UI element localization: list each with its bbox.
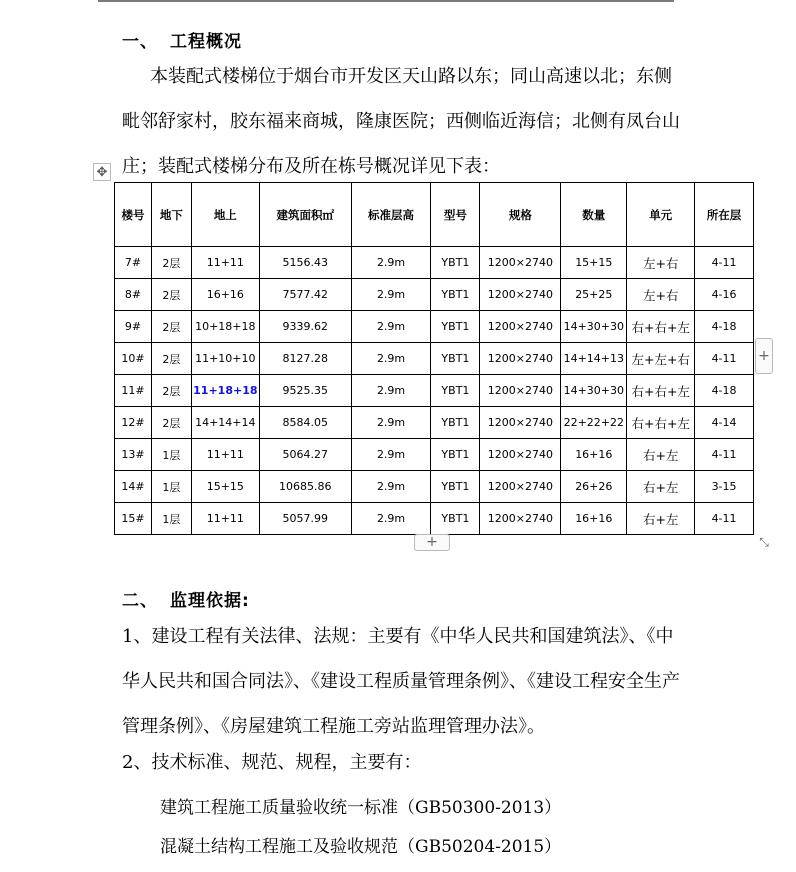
section2-title: 监理依据:: [170, 591, 250, 611]
cell-quantity[interactable]: 25+25: [561, 279, 627, 311]
table-row: [115, 247, 754, 279]
cell-model[interactable]: YBT1: [431, 375, 480, 407]
standard-item[interactable]: 建筑工程施工质量验收统一标准（GB50300-2013）: [160, 798, 562, 818]
cell-floors[interactable]: 4-11: [695, 343, 754, 375]
cell-aboveground[interactable]: 11+11: [191, 439, 259, 471]
cell-area[interactable]: 9339.62: [259, 311, 351, 343]
cell-quantity[interactable]: 14+30+30: [561, 311, 627, 343]
cell-quantity[interactable]: 15+15: [561, 247, 627, 279]
cell-floor-height[interactable]: 2.9m: [351, 439, 431, 471]
table-row: [115, 375, 754, 407]
cell-underground[interactable]: 1层: [151, 503, 191, 535]
cell-area[interactable]: 9525.35: [259, 375, 351, 407]
cell-area[interactable]: 5057.99: [259, 503, 351, 535]
cell-spec[interactable]: 1200×2740: [480, 343, 561, 375]
header-floor-height[interactable]: 标准层高: [351, 183, 431, 247]
cell-model[interactable]: YBT1: [431, 247, 480, 279]
section1-number: 一、: [122, 32, 158, 52]
cell-area[interactable]: 10685.86: [259, 471, 351, 503]
cell-model[interactable]: YBT1: [431, 311, 480, 343]
header-unit[interactable]: 单元: [627, 183, 695, 247]
stair-table[interactable]: [114, 182, 754, 535]
cell-building-no[interactable]: 11#: [115, 375, 152, 407]
cell-aboveground[interactable]: 15+15: [191, 471, 259, 503]
table-row: [115, 503, 754, 535]
cell-spec[interactable]: 1200×2740: [480, 439, 561, 471]
header-model[interactable]: 型号: [431, 183, 480, 247]
cell-floor-height[interactable]: 2.9m: [351, 343, 431, 375]
section2-item1[interactable]: 1、建设工程有关法律、法规：主要有《中华人民共和国建筑法》、《中华人民共和国合同法》、《建设工程质量管理条例》、《建设工程安全生产管理条例》、《房屋建筑工程施工旁站监理管理办法》。: [122, 626, 680, 737]
cell-floor-height[interactable]: 2.9m: [351, 247, 431, 279]
add-row-plus-icon[interactable]: +: [755, 338, 773, 374]
cell-quantity[interactable]: 14+30+30: [561, 375, 627, 407]
table-row: [115, 471, 754, 503]
cell-model[interactable]: YBT1: [431, 279, 480, 311]
section2-item2[interactable]: 2、技术标准、规范、规程，主要有：: [122, 752, 422, 773]
cell-floors[interactable]: 4-11: [695, 247, 754, 279]
cell-area[interactable]: 5064.27: [259, 439, 351, 471]
cell-floor-height[interactable]: 2.9m: [351, 311, 431, 343]
cell-spec[interactable]: 1200×2740: [480, 407, 561, 439]
resize-icon[interactable]: ⤡: [759, 535, 769, 549]
cell-aboveground[interactable]: 11+10+10: [191, 343, 259, 375]
cell-quantity[interactable]: 22+22+22: [561, 407, 627, 439]
cell-area[interactable]: 7577.42: [259, 279, 351, 311]
cell-underground[interactable]: 2层: [151, 247, 191, 279]
cell-unit[interactable]: 右+右+左: [627, 311, 695, 343]
cell-aboveground[interactable]: 11+11: [191, 503, 259, 535]
cell-building-no[interactable]: 7#: [115, 247, 152, 279]
cell-underground[interactable]: 2层: [151, 311, 191, 343]
cell-underground[interactable]: 2层: [151, 375, 191, 407]
cell-aboveground[interactable]: 11+18+18: [191, 375, 259, 407]
cell-model[interactable]: YBT1: [431, 471, 480, 503]
cell-spec[interactable]: 1200×2740: [480, 247, 561, 279]
cell-unit[interactable]: 左+右: [627, 279, 695, 311]
cell-unit[interactable]: 左+右: [627, 247, 695, 279]
cell-building-no[interactable]: 13#: [115, 439, 152, 471]
cell-floors[interactable]: 4-14: [695, 407, 754, 439]
cell-floors[interactable]: 3-15: [695, 471, 754, 503]
header-area[interactable]: 建筑面积㎡: [259, 183, 351, 247]
header-spec[interactable]: 规格: [480, 183, 561, 247]
cell-floor-height[interactable]: 2.9m: [351, 407, 431, 439]
table-row: [115, 343, 754, 375]
cell-unit[interactable]: 右+左: [627, 503, 695, 535]
cell-underground[interactable]: 2层: [151, 279, 191, 311]
cell-floor-height[interactable]: 2.9m: [351, 503, 431, 535]
cell-aboveground[interactable]: 14+14+14: [191, 407, 259, 439]
cell-aboveground[interactable]: 11+11: [191, 247, 259, 279]
cell-building-no[interactable]: 14#: [115, 471, 152, 503]
cell-area[interactable]: 8127.28: [259, 343, 351, 375]
cell-underground[interactable]: 2层: [151, 407, 191, 439]
cell-aboveground[interactable]: 16+16: [191, 279, 259, 311]
move-icon[interactable]: ✥: [93, 163, 111, 181]
section2-heading: [122, 586, 250, 611]
cell-model[interactable]: YBT1: [431, 343, 480, 375]
section1-paragraph[interactable]: 本装配式楼梯位于烟台市开发区天山路以东；同山高速以北；东侧毗邻舒家村，胶东福来商城，隆康医院；西侧临近海信；北侧有凤台山庄；装配式楼梯分布及所在栋号概况详见下表：: [122, 66, 680, 177]
cell-model[interactable]: YBT1: [431, 439, 480, 471]
cell-spec[interactable]: 1200×2740: [480, 503, 561, 535]
header-floors[interactable]: 所在层: [695, 183, 754, 247]
header-building-no[interactable]: 楼号: [115, 183, 152, 247]
cell-quantity[interactable]: 26+26: [561, 471, 627, 503]
table-row: [115, 439, 754, 471]
page-top-border: [98, 0, 674, 2]
cell-floors[interactable]: 4-16: [695, 279, 754, 311]
cell-area[interactable]: 8584.05: [259, 407, 351, 439]
cell-area[interactable]: 5156.43: [259, 247, 351, 279]
cell-building-no[interactable]: 8#: [115, 279, 152, 311]
cell-underground[interactable]: 2层: [151, 343, 191, 375]
cell-building-no[interactable]: 9#: [115, 311, 152, 343]
cell-quantity[interactable]: 16+16: [561, 503, 627, 535]
header-underground[interactable]: 地下: [151, 183, 191, 247]
cell-floor-height[interactable]: 2.9m: [351, 471, 431, 503]
cell-unit[interactable]: 右+左: [627, 439, 695, 471]
cell-floors[interactable]: 4-18: [695, 311, 754, 343]
cell-quantity[interactable]: 14+14+13: [561, 343, 627, 375]
table-row: [115, 279, 754, 311]
cell-model[interactable]: YBT1: [431, 503, 480, 535]
cell-aboveground[interactable]: 10+18+18: [191, 311, 259, 343]
cell-floor-height[interactable]: 2.9m: [351, 375, 431, 407]
cell-model[interactable]: YBT1: [431, 407, 480, 439]
cell-unit[interactable]: 左+左+右: [627, 343, 695, 375]
header-aboveground[interactable]: 地上: [191, 183, 259, 247]
cell-quantity[interactable]: 16+16: [561, 439, 627, 471]
header-quantity[interactable]: 数量: [561, 183, 627, 247]
cell-building-no[interactable]: 12#: [115, 407, 152, 439]
cell-building-no[interactable]: 15#: [115, 503, 152, 535]
section1-title: 工程概况: [170, 32, 242, 52]
section2-number: 二、: [122, 591, 158, 611]
cell-spec[interactable]: 1200×2740: [480, 375, 561, 407]
cell-unit[interactable]: 右+右+左: [627, 407, 695, 439]
add-column-plus-icon[interactable]: +: [414, 534, 450, 551]
table-header-row: [115, 183, 754, 247]
cell-unit[interactable]: 右+左: [627, 471, 695, 503]
cell-underground[interactable]: 1层: [151, 471, 191, 503]
cell-floor-height[interactable]: 2.9m: [351, 279, 431, 311]
cell-building-no[interactable]: 10#: [115, 343, 152, 375]
table-row: [115, 311, 754, 343]
standard-item[interactable]: 混凝土结构工程施工及验收规范（GB50204-2015）: [160, 837, 562, 857]
cell-spec[interactable]: 1200×2740: [480, 471, 561, 503]
cell-floors[interactable]: 4-11: [695, 503, 754, 535]
cell-floors[interactable]: 4-18: [695, 375, 754, 407]
section1-heading: [122, 27, 242, 52]
cell-spec[interactable]: 1200×2740: [480, 279, 561, 311]
cell-underground[interactable]: 1层: [151, 439, 191, 471]
cell-unit[interactable]: 右+右+左: [627, 375, 695, 407]
cell-floors[interactable]: 4-11: [695, 439, 754, 471]
cell-spec[interactable]: 1200×2740: [480, 311, 561, 343]
table-row: [115, 407, 754, 439]
